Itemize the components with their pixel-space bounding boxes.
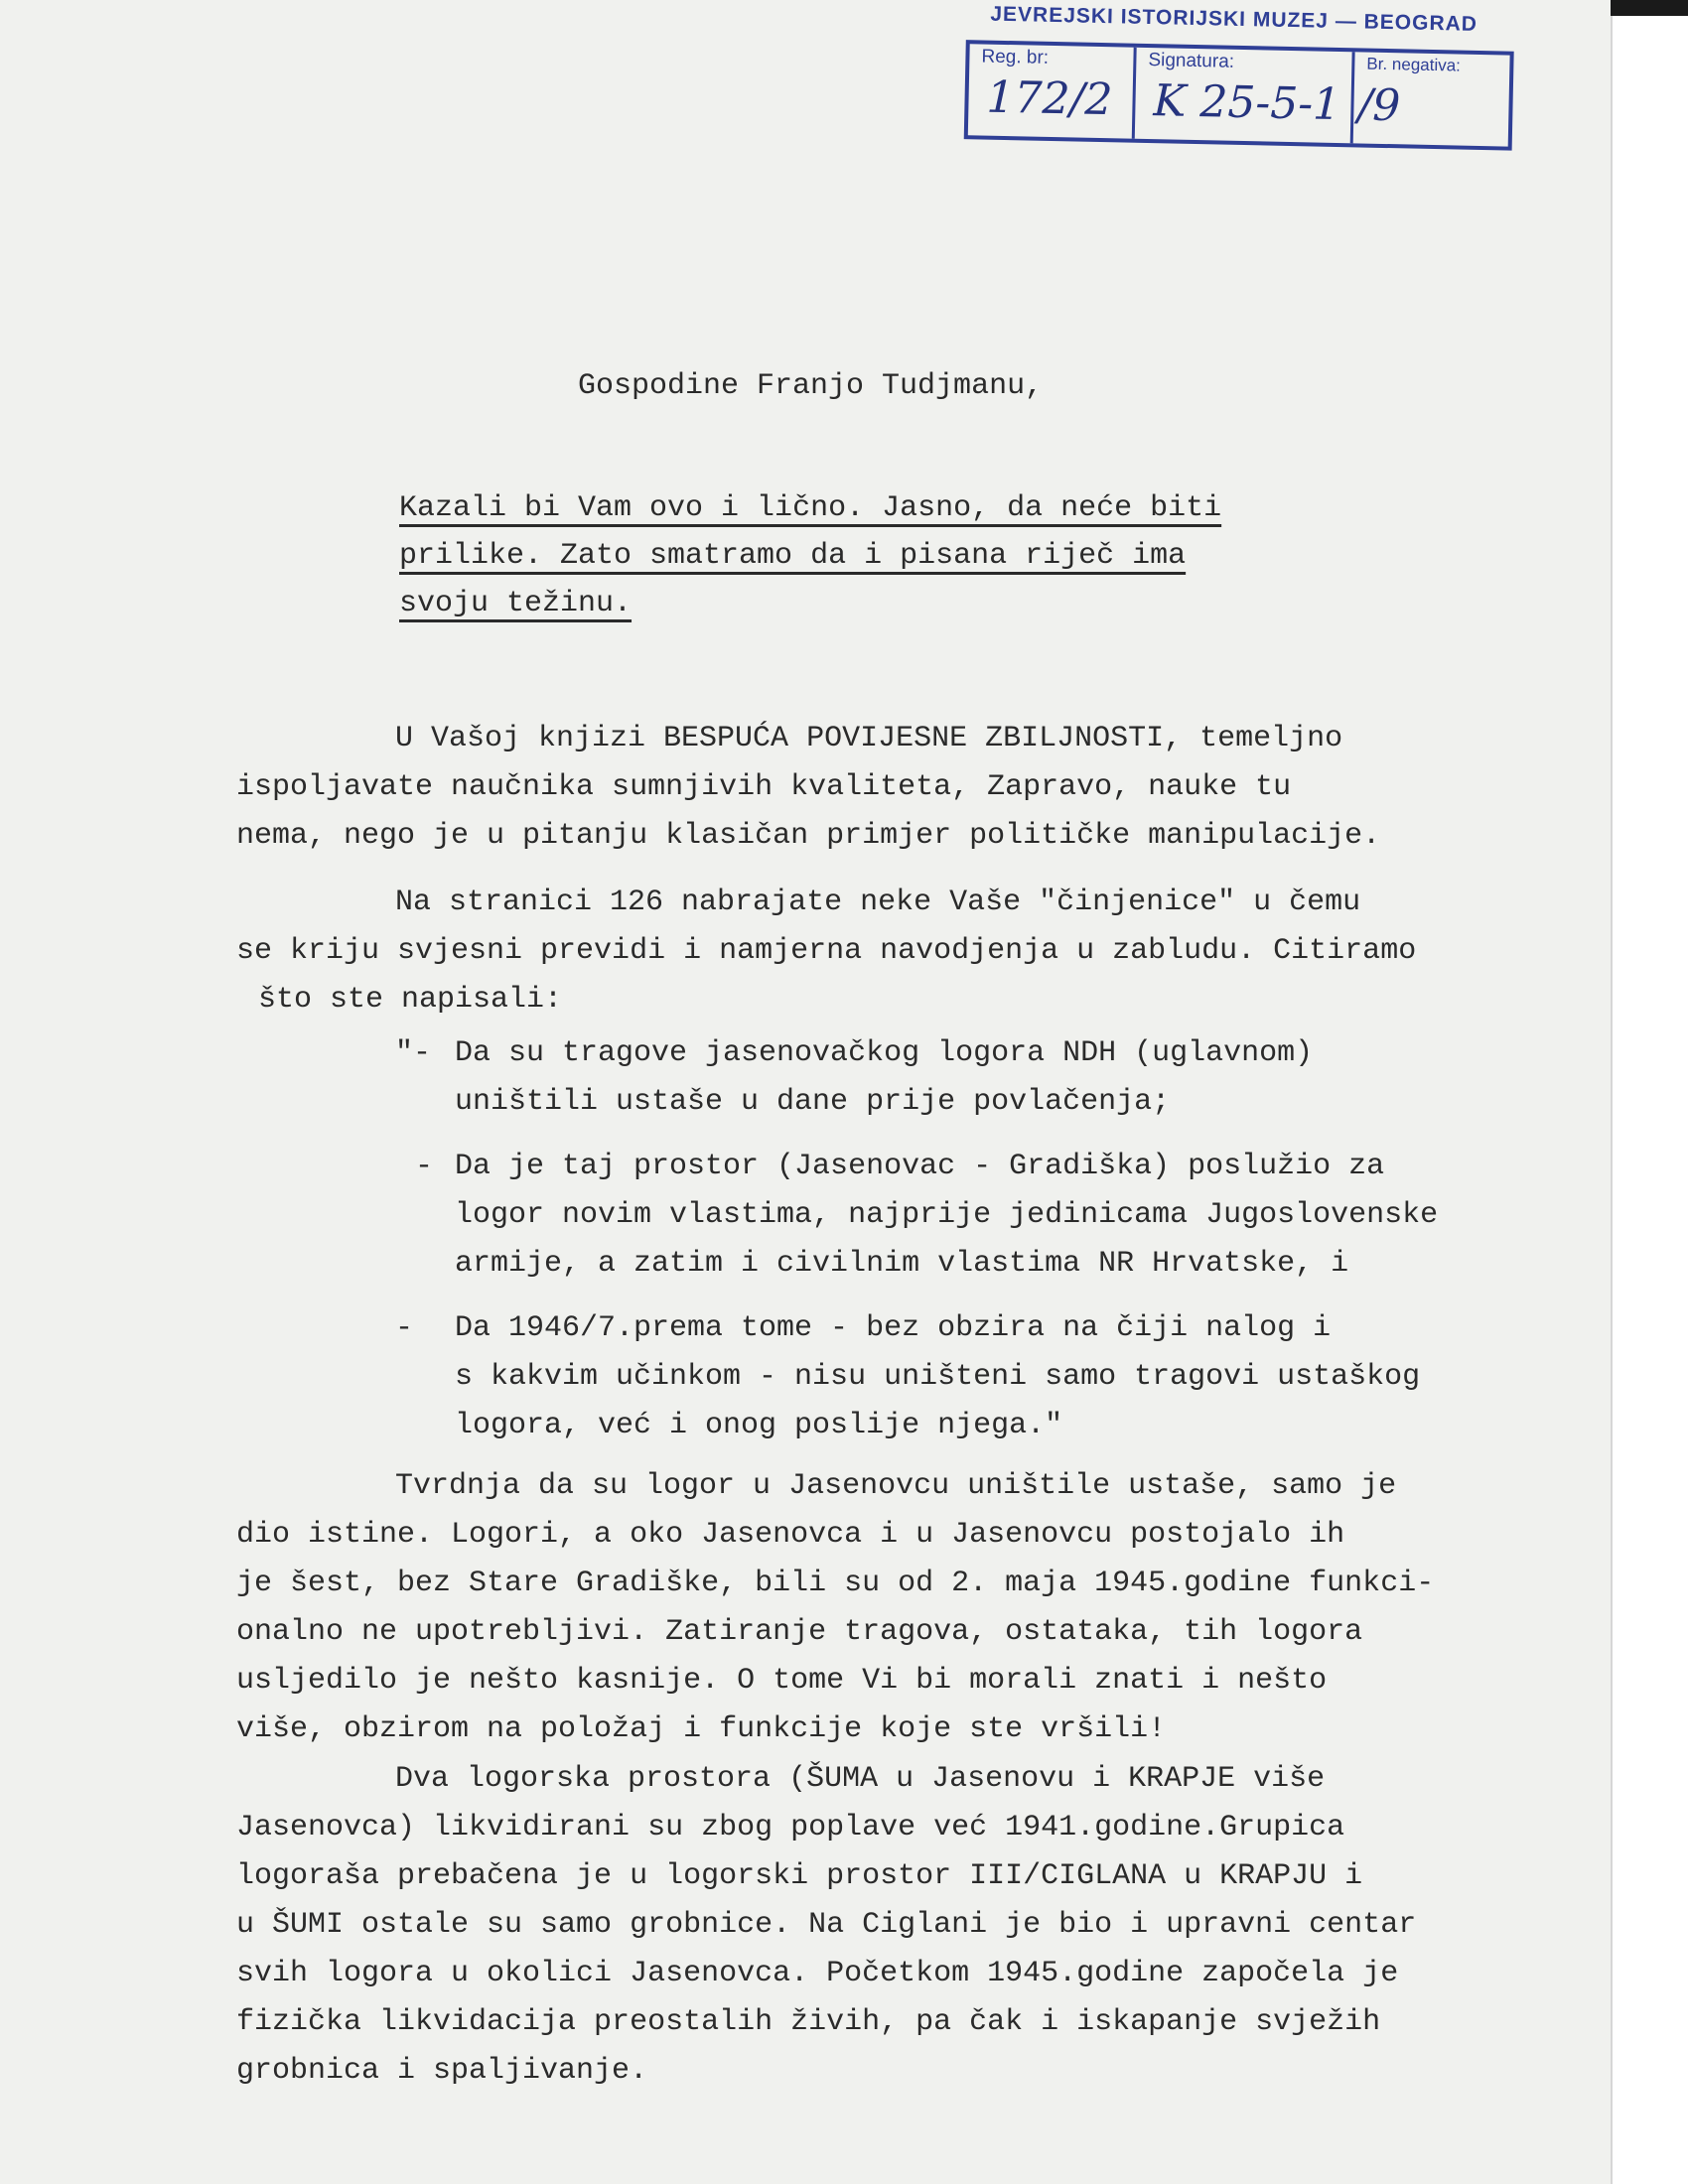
quote-line: Da su tragove jasenovačkog logora NDH (uglavnom) bbox=[455, 1036, 1314, 1070]
quote-line: logora, već i onog poslije njega." bbox=[455, 1409, 1063, 1442]
intro-line: prilike. Zato smatramo da i pisana riječ ima bbox=[399, 539, 1187, 573]
stamp-reg-value: 172/2 bbox=[986, 71, 1113, 126]
quote-line: logor novim vlastima, najprije jedinicama Jugoslovenske bbox=[455, 1198, 1439, 1232]
stamp-cell-reg bbox=[968, 44, 1137, 138]
quote-item bbox=[395, 1304, 1438, 1450]
paragraph-2 bbox=[236, 879, 1416, 1024]
paragraph-line: Na stranici 126 nabrajate neke Vaše "činjenice" u čemu bbox=[395, 886, 1361, 919]
paragraph-line: ispoljavate naučnika sumnjivih kvaliteta, Zapravo, nauke tu bbox=[236, 770, 1292, 804]
paragraph-3 bbox=[236, 1462, 1434, 1754]
quote-line: Da 1946/7.prema tome - bez obzira na čiji nalog i bbox=[455, 1311, 1332, 1345]
paragraph-line: što ste napisali: bbox=[258, 983, 563, 1017]
stamp-cell-signatura bbox=[1135, 48, 1355, 144]
paragraph-line: Tvrdnja da su logor u Jasenovcu uništile ustaše, samo je bbox=[395, 1469, 1397, 1503]
paragraph-1 bbox=[236, 715, 1380, 861]
paragraph-line: fizička likvidacija preostalih živih, pa čak i iskapanje svježih bbox=[236, 2005, 1381, 2039]
paragraph-line: više, obzirom na položaj i funkcije koje ste vršili! bbox=[236, 1712, 1167, 1746]
paragraph-line: nema, nego je u pitanju klasičan primjer političke manipulacije. bbox=[236, 819, 1381, 853]
intro-line: Kazali bi Vam ovo i lično. Jasno, da neće biti bbox=[399, 491, 1222, 525]
quote-line: s kakvim učinkom - nisu uništeni samo tragovi ustaškog bbox=[455, 1360, 1421, 1394]
paragraph-4 bbox=[236, 1755, 1416, 2096]
quote-line: uništili ustaše u dane prije povlačenja; bbox=[455, 1085, 1171, 1119]
intro-line: svoju težinu. bbox=[399, 587, 633, 620]
paragraph-line: Jasenovca) likvidirani su zbog poplave već 1941.godine.Grupica bbox=[236, 1811, 1345, 1844]
paragraph-line: Dva logorska prostora (ŠUMA u Jasenovu i KRAPJE više bbox=[395, 1762, 1326, 1796]
stamp-cell-negativ bbox=[1353, 52, 1510, 146]
paragraph-line: dio istine. Logori, a oko Jasenovca i u Jasenovcu postojalo ih bbox=[236, 1518, 1345, 1552]
quote-bullet: - bbox=[395, 1311, 414, 1345]
quote-line: armije, a zatim i civilnim vlastima NR Hrvatske, i bbox=[455, 1247, 1349, 1281]
quote-bullet: - bbox=[415, 1150, 434, 1183]
quote-item bbox=[395, 1029, 1438, 1127]
stamp-negativ-value: /9 bbox=[1356, 79, 1401, 132]
paragraph-line: svih logora u okolici Jasenovca. Početkom 1945.godine započela je bbox=[236, 1957, 1399, 1990]
paragraph-line: onalno ne upotrebljivi. Zatiranje tragova, ostataka, tih logora bbox=[236, 1615, 1363, 1649]
stamp-negativ-label: Br. negativa: bbox=[1366, 54, 1462, 75]
stamp-box bbox=[964, 40, 1514, 151]
scan-margin bbox=[1611, 0, 1688, 2184]
paragraph-line: U Vašoj knjizi BESPUĆA POVIJESNE ZBILJNOSTI, temeljno bbox=[395, 722, 1343, 755]
quote-bullet: "- bbox=[395, 1036, 432, 1070]
paragraph-line: se kriju svjesni previdi i namjerna navodjenja u zabludu. Citiramo bbox=[236, 934, 1417, 968]
scan-edge bbox=[1611, 0, 1688, 16]
quote-item bbox=[395, 1143, 1438, 1289]
paragraph-line: logoraša prebačena je u logorski prostor III/CIGLANA u KRAPJU i bbox=[236, 1859, 1363, 1893]
stamp-reg-label: Reg. br: bbox=[981, 46, 1050, 68]
paragraph-line: usljedilo je nešto kasnije. O tome Vi bi morali znati i nešto bbox=[236, 1664, 1328, 1698]
intro-paragraph bbox=[399, 484, 1221, 627]
paragraph-line: u ŠUMI ostale su samo grobnice. Na Ciglani je bio i upravni centar bbox=[236, 1908, 1417, 1942]
paragraph-line: je šest, bez Stare Gradiške, bili su od 2. maja 1945.godine funkci- bbox=[236, 1567, 1435, 1600]
museum-stamp bbox=[964, 2, 1523, 161]
quote-line: Da je taj prostor (Jasenovac - Gradiška) poslužio za bbox=[455, 1150, 1385, 1183]
stamp-signatura-value: K 25-5-1 bbox=[1153, 75, 1341, 131]
letter-greeting: Gospodine Franjo Tudjmanu, bbox=[578, 369, 1044, 403]
quoted-facts bbox=[395, 1029, 1438, 1466]
paragraph-line: grobnica i spaljivanje. bbox=[236, 2054, 648, 2088]
stamp-title: JEVREJSKI ISTORIJSKI MUZEJ — BEOGRAD bbox=[990, 2, 1478, 36]
stamp-signatura-label: Signatura: bbox=[1148, 49, 1235, 72]
